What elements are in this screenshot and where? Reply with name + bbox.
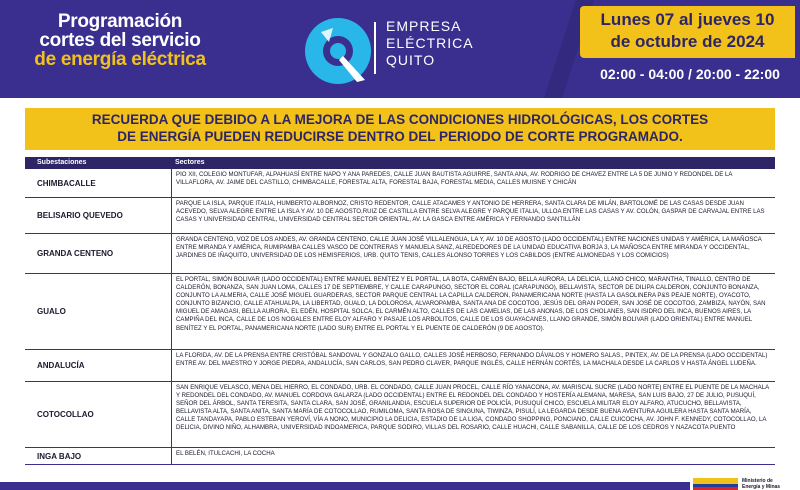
column-header-substation: Subestaciones bbox=[37, 159, 87, 166]
table-row bbox=[25, 169, 775, 198]
table-header bbox=[25, 157, 775, 169]
table-row bbox=[25, 198, 775, 234]
logo-divider bbox=[374, 22, 376, 74]
sector-list: PIO XII, COLEGIO MONTUFAR, ALPAHUASÍ ENTRE NAPO Y ANA PAREDES, CALLE JUAN BAUTISTA AGUIRRE, SANTA ANA, AV. RODRIGO DE CHAVEZ ENTRE LA 5 DE JUNIO Y REDONDEL DE LA VILLAFLORA, AV. JAIME DEL CASTILLO, CHIMBACALLE, FORESTAL ALTA, FORESTAL BAJA, FORESTAL MEDIA, CALLES MUISNE Y CHICÁN bbox=[171, 169, 775, 197]
table-row bbox=[25, 234, 775, 274]
outage-hours: 02:00 - 04:00 / 20:00 - 22:00 bbox=[600, 66, 780, 82]
notice-banner bbox=[25, 108, 775, 150]
date-line-1: Lunes 07 al jueves 10 bbox=[600, 10, 775, 29]
substation-name: ANDALUCÍA bbox=[37, 361, 85, 370]
footer-bar bbox=[0, 482, 690, 490]
table-row bbox=[25, 382, 775, 448]
company-line-3: QUITO bbox=[386, 52, 436, 68]
ecuador-flag-icon bbox=[693, 478, 738, 490]
title-line-2: cortes del servicio bbox=[39, 30, 201, 51]
sector-list: SAN ENRIQUE VELASCO, MENA DEL HIERRO, EL CONDADO, URB. EL CONDADO, CALLE JUAN PROCEL, CALLE RÍO YANACONA, AV. MARISCAL SUCRE (LADO NORTE) ENTRE EL PUENTE DE LA MACHALA Y REDONDEL DEL CONDADO, AV. MANUEL CORDOVA GALARZA (LADO OCCIDENTAL) ENTRE EL REDONDEL DEL CONDADO Y HOSTERÍA ALEMANA, MARESA, SAN LUIS BAJO, 27 DE JULIO, PUSUQUÍ, SEÑOR DEL ÁRBOL, SANTA TERESITA, SANTA CLARA, SAN JOSÉ, GRANILANDIA, ESCUELA SUPERIOR DE POLICÍA, PUSUQUÍ CHICO, ESCUELA MILITAR ELOY ALFARO, ATUCUCHO, BELLAVISTA, BELLAVISTA ALTA, SANTA ANITA, SANTA MARÍA DE COTOCOLLAO, RUMILOMA, SANTA ROSA DE SINGUNA, TIWINZA, PISULÍ, LA LEGARDA DESDE BUENA AVENTURA AGUILERA HASTA SANTA MARÍA, CALLE TANDAYAPA, PABLO ESTEBAN YEROVÍ, VÍA A NONO, MUNICIPIO LA DELICIA, ESTADIO DE LA LIGA, CONDADO SHOPPING, PONCIANO, CALLE CUICOCHA, AV. JOHN F. KENNEDY, COTOCOLLAO, LA DELICIA, DIVINO NIÑO, ALHAMBRA, UNIVERSIDAD INDOAMERICA, PARQUE SODIRO, VILLAS DEL ROSARIO, CALLE HUACHI, CALLE SABANILLA, CALLE DE LOS CEDROS Y NAZACOTA PUENTO bbox=[171, 382, 775, 447]
sector-list: EL BELÉN, ITULCACHI, LA COCHA bbox=[171, 448, 775, 464]
substation-name: INGA BAJO bbox=[37, 451, 82, 461]
notice-line-1: RECUERDA QUE DEBIDO A LA MEJORA DE LAS CONDICIONES HIDROLÓGICAS, LOS CORTES bbox=[91, 112, 709, 127]
outage-table bbox=[25, 157, 775, 465]
substation-name: GUALO bbox=[37, 307, 66, 316]
sector-list: GRANDA CENTENO, VOZ DE LOS ANDES, AV. GRANDA CENTENO, CALLE JUAN JOSÉ VILLALENGUA, LA Y, AV. 10 DE AGOSTO (LADO OCCIDENTAL) ENTRE NACIONES UNIDAS Y AMÉRICA, LA MAÑOSCA ENTRE MIRANDA Y AMÉRICA, RUMIPAMBA CALLES VASCO DE CONTRERAS Y MANUELA SANZ, ALREDEDORES DE LA UNIDAD EDUCATIVA BORJA 3, LA MAÑOSCA ENTRE MIRANDA Y OCCIDENTAL, JARDINES DE IÑAQUITO, UNIVERSIDAD DE LOS HEMISFERIOS, URB. QUITO TENIS, CALLES ALONSO TORRES Y LOS CABILDOS (ENTRE ALMONEDAS Y LOS COMICIOS) bbox=[171, 234, 775, 273]
substation-name: COTOCOLLAO bbox=[37, 410, 94, 419]
title-line-1: Programación bbox=[57, 11, 183, 32]
sector-list: EL PORTAL, SIMÓN BOLIVAR (LADO OCCIDENTAL) ENTRE MANUEL BENÍTEZ Y EL PORTAL, LA BOTA, CARMÉN BAJO, BELLA AURORA, LA DELICIA, LLANO CHICO, MARANTHA, TINALLO, CENTRO DE CALDERÓN, BONANZA, SAN JUAN LOMA, CALLES 17 DE SEPTIEMBRE, Y CALLE CARAPUNGO, SECTOR EL CORAL (CARAPUNGO), BELLAVISTA, SECTOR DE DILIPA CALDERON, CONJUNTO BONANZA, CONJUNTO LA ALMERIA, CALLE JOSÉ MIGUEL GUARDERAS, SECTOR PARQUE CENTRAL LA CAPILLA CALDERON, PANAMERICANA NORTE (HASTA LA GASOLINERA P&S PEAJE NORTE), OYACOTO, CONJUNTO BIZANCIO, CALLE ATAHUALPA, LA LIBERTAD, GUALO, LA DOLOROSA, ALVAROPAMBA, SANTA ANA DE COCOTOG, JESÚS DEL GRAN PODER, SAN JOSÉ DE COCOTOG, ZAMBIZA, NAYÓN, SAN MIGUEL DE AMAGASI, BELLA AURORA, EL EDÉN, HOSPITAL SOLCA, EL CARMÉN ALTO, CALLES DE LAS CAMELIAS, DE LAS ANONAS, DE LOS CHOLANES, SAN ISIDRO DEL INCA, BUENOS AIRES, LA CAMPIÑA DEL INCA, CALLE DE LOS NOGALES ENTRE ELOY ALFARO Y PASAJE LOS ARBOLITOS, CALLE DE LOS GUAYACANES, LLANO GRANDE, SIMÓN BOLIVAR (LADO ORIENTAL) ENTRE MANUEL BENÍTEZ Y EL PORTAL, PANAMERICANA NORTE (LADO SUR) ENTRE EL PORTAL Y EL PUENTE DE CALDERÓN (9 DE AGOSTO). bbox=[171, 274, 775, 349]
company-name bbox=[386, 18, 474, 69]
sector-list: PARQUE LA ISLA, PARQUE ITALIA, HUMBERTO ALBORNOZ, CRISTO REDENTOR, CALLE ATACAMES Y ANTONIO DE HERRERA, SANTA CLARA DE MILÁN, BARTOLOMÉ DE LAS CASAS DESDE JUAN ACEVEDO, SELVA ALEGRE ENTRE LA ISLA Y AV. 10 DE AGOSTO,RUIZ DE CASTILLA ENTRE SELVA ALEGRE Y PARQUE ITALIA, ULLOA ENTRE LAS CASAS Y AV. COLÓN, GASPAR DE CARVAJAL ENTRE LAS CASAS Y UNIVERSIDAD CENTRAL, UNIVERSIDAD CENTRAL SECTOR ORIENTAL, AV. LA GASCA ENTRE AMÉRICA Y FERNANDO SANTILLÁN bbox=[171, 198, 775, 233]
table-row bbox=[25, 274, 775, 350]
page-title bbox=[20, 12, 220, 69]
column-header-sectors: Sectores bbox=[175, 159, 205, 166]
date-line-2: de octubre de 2024 bbox=[610, 32, 765, 51]
notice-line-2: DE ENERGÍA PUEDEN REDUCIRSE DENTRO DEL PERIODO DE CORTE PROGRAMADO. bbox=[117, 129, 683, 144]
ministry-label bbox=[742, 478, 780, 490]
table-row bbox=[25, 350, 775, 382]
title-line-3: de energía eléctrica bbox=[34, 49, 206, 70]
substation-name: BELISARIO QUEVEDO bbox=[37, 211, 123, 220]
sector-list: LA FLORIDA, AV. DE LA PRENSA ENTRE CRISTÓBAL SANDOVAL Y GONZALO GALLO, CALLES JOSÉ HERBOSO, FERNANDO DÁVALOS Y HOMERO SALAS., PINTEX, AV. DE LA PRENSA (LADO OCCIDENTAL) ENTRE AV. DEL MAESTRO Y JORGE PIEDRA, ANDALUCÍA, SAN CARLOS, SAN PEDRO CLAVER, PARQUE INGLÉS, CALLE HERNÁN CORTÉS, LA MACHALA DESDE LA CARLOS V HASTA ÁNGEL LUDEÑA. bbox=[171, 350, 775, 381]
table-row bbox=[25, 448, 775, 465]
substation-name: CHIMBACALLE bbox=[37, 178, 96, 188]
ministry-line-2: Energía y Minas bbox=[742, 484, 781, 490]
header-band bbox=[0, 0, 800, 98]
eeq-logo-icon bbox=[303, 16, 373, 86]
date-range-box bbox=[580, 6, 795, 58]
company-line-1: EMPRESA bbox=[386, 18, 462, 34]
substation-name: GRANDA CENTENO bbox=[37, 249, 114, 258]
company-line-2: ELÉCTRICA bbox=[386, 35, 474, 51]
ministry-line-1: Ministerio de bbox=[742, 478, 773, 484]
